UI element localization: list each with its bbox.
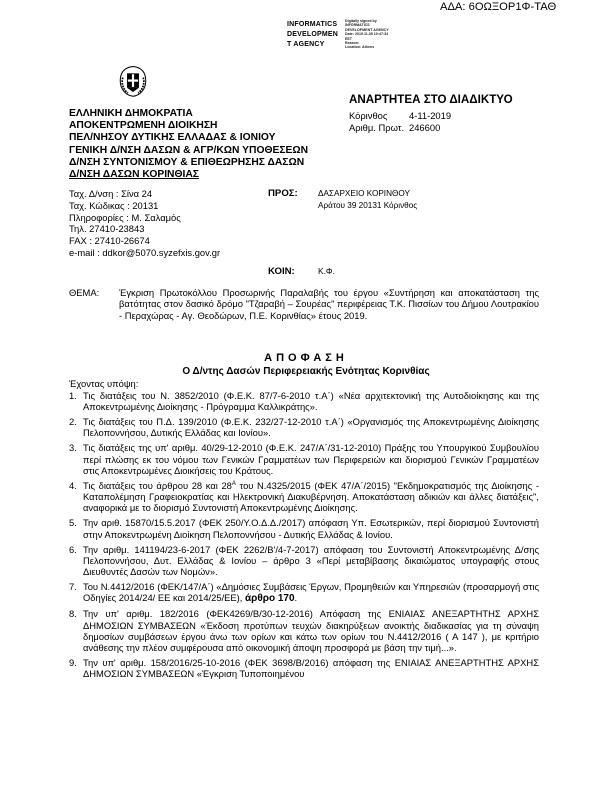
place-label: Κόρινθος: [349, 110, 388, 121]
protocol-label: Αριθμ. Πρωτ.: [349, 121, 405, 133]
signature-detail-line: EET: [345, 36, 352, 41]
item-text-bold: άρθρο 170: [245, 593, 295, 605]
logo-line: INFORMATICS: [287, 21, 338, 28]
header-line: Δ/ΝΣΗ ΣΥΝΤΟΝΙΣΜΟΥ & ΕΠΙΘΕΩΡΗΣΗΣ ΔΑΣΩΝ: [69, 156, 305, 168]
recipient-line: Αράτου 39 20131 Κόρινθος: [318, 200, 418, 210]
publish-notice: ΑΝΑΡΤΗΤΕΑ ΣΤΟ ΔΙΑΔΙΚΤΥΟ: [349, 93, 513, 106]
list-item: [69, 442, 539, 476]
item-text: Τις διατάξεις του Ν. 3852/2010 (Φ.Ε.Κ. 87/7-6-2010 τ.Α΄) «Νέα αρχιτεκτονική της Αυτοδιοίκησης και της Αποκεντρωμένης Διοίκησης - Πρόγραμμα Καλλικράτης».: [83, 390, 539, 413]
item-text: Του Ν.4412/2016 (ΦΕΚ/147/Α΄) «Δημόσιες Συμβάσεις Έργων, Προμηθειών και Υπηρεσιών (προσαρμογή στις Οδηγίες 2014/24/ ΕΕ και 2014/25/ΕΕ),: [83, 581, 539, 604]
signature-detail-line: INFORMATICS: [345, 23, 370, 28]
item-number: 1.: [69, 390, 77, 401]
item-text: του Ν.4325/2015 (ΦΕΚ 47/Α΄/2015) "Εκδημοκρατισμός της Διοίκησης - Καταπολέμηση Γραφειοκρατίας και Ηλεκτρονική Διακυβέρνηση. Αποκατάσταση αδικιών και άλλες διατάξεις", αναφορικά με το διορισμό Συντονιστή Αποκεντρωμένης Διοίκησης.: [83, 479, 539, 514]
signature-details: [345, 19, 389, 50]
item-number: 5.: [69, 517, 77, 529]
decision-title: ΑΠΟΦΑΣΗ: [264, 352, 348, 364]
document-meta: [349, 110, 451, 133]
item-number: 6.: [69, 543, 77, 555]
list-item: [69, 480, 539, 514]
authority-header: [69, 108, 308, 181]
item-text: Την αριθμ. 141194/23-6-2017 (ΦΕΚ 2262/Β'/4-7-2017) απόφαση του Συντονιστή Αποκεντρωμένης Δ/σης Πελοποννήσου, Δυτ. Ελλάδας & Ιονίου – άρθρο 3 «Περί μεταβίβασης δικαιώματος υπογραφής στους Διευθυντές Δασών των Νομών».: [83, 543, 539, 578]
considering-heading: Έχοντας υπόψη:: [69, 378, 139, 389]
item-superscript: Α: [231, 480, 236, 487]
postcode-line: Ταχ. Κώδικας : 20131: [69, 199, 159, 211]
recipient: [318, 188, 417, 212]
greek-emblem-icon: [116, 64, 150, 98]
protocol-number: 246600: [409, 121, 441, 133]
item-number: 8.: [69, 608, 77, 620]
ada-code: ΑΔΑ: 6ΟΩΞΟΡ1Φ-ΤΑΘ: [440, 1, 557, 13]
to-label: ΠΡΟΣ:: [268, 188, 298, 199]
list-item: [69, 608, 539, 653]
list-item: [69, 517, 539, 540]
item-text: Τις διατάξεις της υπ' αριθμ. 40/29-12-2010 (Φ.Ε.Κ. 247/Α΄/31-12-2010) Πράξης του Υπουργικού Συμβουλίου περί πλώσης εκ του νόμου των Γενικών Γραμματέων των Περιφερειών και διορισμού Γενικών Γραμματέων στις Αποκεντρωμένες Διοικήσεις του Κράτους.: [83, 442, 539, 476]
contact-info: [69, 188, 220, 259]
item-text: Τις διατάξεις του άρθρου 28 και 28: [83, 479, 232, 491]
cc-value: Κ.Φ.: [318, 266, 335, 276]
signature-detail-line: Date: 2019.11.05 10:47:34: [345, 32, 389, 37]
header-line: ΠΕΛ/ΝΗΣΟΥ ΔΥΤΙΚΗΣ ΕΛΛΑΔΑΣ & ΙΟΝΙΟΥ: [69, 132, 276, 144]
email-line: e-mail : ddkor@5070.syzefxis.gov.gr: [69, 246, 221, 258]
item-number: 2.: [69, 416, 77, 428]
cc-label: ΚΟΙΝ:: [268, 266, 295, 277]
header-line: ΕΛΛΗΝΙΚΗ ΔΗΜΟΚΡΑΤΙΑ: [69, 108, 193, 119]
decision-subtitle: Ο Δ/ντης Δασών Περιφερειακής Ενότητας Κορινθίας: [182, 366, 430, 377]
subject-label: ΘΕΜΑ:: [69, 287, 100, 298]
logo-line: T AGENCY: [287, 41, 325, 48]
item-text: Την αριθ. 15870/15.5.2017 (ΦΕΚ 250/Υ.Ο.Δ.Δ./2017) απόφαση Υπ. Εσωτερικών, περί διορισμού Συντονιστή στην Αποκεντρωμένη Διοίκηση Πελοποννήσου - Δυτικής Ελλάδας & Ιονίου.: [83, 517, 539, 540]
recipient-line: ΔΑΣΑΡΧΕΙΟ ΚΟΡΙΝΘΟΥ: [318, 189, 410, 198]
document-date: 4-11-2019: [409, 110, 452, 121]
logo-line: DEVELOPMEN: [287, 31, 339, 38]
list-item: [69, 416, 539, 439]
item-number: 7.: [69, 581, 77, 593]
signature-detail-line: DEVELOPMENT AGENCY: [345, 27, 389, 32]
item-number: 3.: [69, 442, 77, 454]
considerations-list: [69, 390, 539, 683]
signature-logo: [287, 20, 338, 50]
item-text: Την υπ' αριθμ. 182/2016 (ΦΕΚ4269/Β/30-12-2016) Απόφαση της ΕΝΙΑΙΑΣ ΑΝΕΞΑΡΤΗΤΗΣ ΑΡΧΗΣ ΔΗΜΟΣΙΩΝ ΣΥΜΒΑΣΕΩΝ «Έκδοση προτύπων τευχών διακηρύξεων ανοικτής διαδικασίας για τη σύναψη δημοσίων συμβάσεων έργου άνω των ορίων και κάτω των ορίων του Ν.4412/2016 ( Α 147 ), με κριτήριο ανάθεσης την πλέον συμφέρουσα από οικονομική άποψη προσφορά με βάση την τιμή...».: [83, 608, 539, 654]
item-number: 4.: [69, 479, 77, 491]
signature-detail-line: Reason:: [345, 41, 360, 46]
address-line: Ταχ. Δ/νση : Σίνα 24: [69, 188, 153, 199]
phone-line: Τηλ. 27410-23843: [69, 223, 145, 235]
signature-detail-line: Digitally signed by: [345, 19, 377, 23]
info-line: Πληροφορίες : Μ. Σαλαμός: [69, 211, 181, 223]
item-text: Την υπ' αριθμ. 158/2016/25-10-2016 (ΦΕΚ 3698/Β/2016) απόφαση της ΕΝΙΑΙΑΣ ΑΝΕΞΑΡΤΗΤΗΣ ΑΡΧΗΣ ΔΗΜΟΣΙΩΝ ΣΥΜΒΑΣΕΩΝ «Έγκριση Τυποποιημένου: [83, 656, 539, 680]
list-item: [69, 390, 539, 413]
item-text: Τις διατάξεις του Π.Δ. 139/2010 (Φ.Ε.Κ. 232/27-12-2010 τ.Α΄) «Οργανισμός της Αποκεντρωμένης Διοίκησης Πελοποννήσου, Δυτικής Ελλάδας και Ιονίου».: [83, 416, 539, 439]
list-item: [69, 581, 539, 605]
item-text: .: [294, 592, 298, 604]
header-line-underlined: Δ/ΝΣΗ ΔΑΣΩΝ ΚΟΡΙΝΘΙΑΣ: [69, 169, 199, 181]
header-line: ΑΠΟΚΕΝΤΡΩΜΕΝΗ ΔΙΟΙΚΗΣΗ: [69, 120, 218, 132]
signature-detail-line: Location: Athens: [345, 45, 375, 50]
list-item: [69, 657, 539, 680]
item-number: 9.: [69, 656, 77, 668]
subject-text: Έγκριση Πρωτοκόλλου Προσωρινής Παραλαβής του έργου «Συντήρηση και αποκατάσταση της βατότητας στον δασικό δρόμο "Τζαραβή – Σουρέας" περιφέρειας Τ.Κ. Πισσίων του Δήμου Λουτρακίου - Περαχώρας - Αγ. Θεοδώρων, Π.Ε. Κορινθίας» έτους 2019.: [119, 287, 539, 321]
fax-line: FAX : 27410-26674: [69, 235, 150, 247]
header-line: ΓΕΝΙΚΗ Δ/ΝΣΗ ΔΑΣΩΝ & ΑΓΡ/ΚΩΝ ΥΠΟΘΕΣΕΩΝ: [69, 144, 309, 156]
list-item: [69, 544, 539, 578]
